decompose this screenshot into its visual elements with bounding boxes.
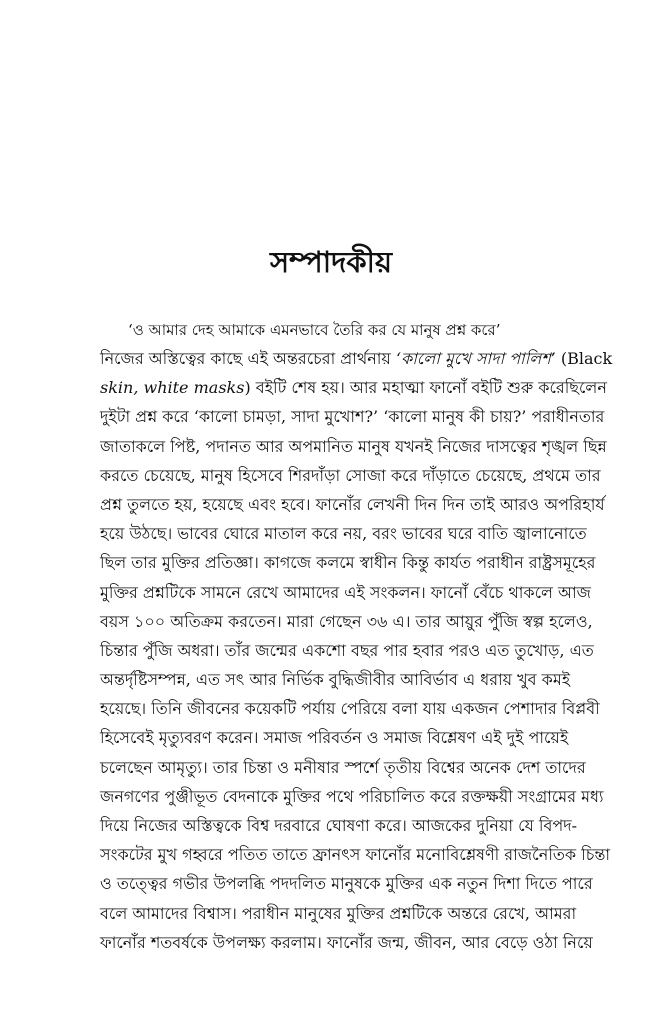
text-line — [100, 753, 586, 782]
text-line — [100, 723, 569, 752]
body-paragraph — [100, 344, 613, 957]
text-run: মুক্তির প্রশ্নটিকে সামনে রেখে আমাদের এই সংকলন। ফানোঁ বেঁচে থাকলে আজ — [100, 582, 591, 602]
text-run: হিসেবেই মৃত্যুবরণ করেন। সমাজ পরিবর্তন ও সমাজ বিশ্লেষণ এই দুই পায়েই — [100, 728, 569, 748]
text-run: দিয়ে নিজের অস্তিত্বকে বিশ্ব দরবারে ঘোষণা করে। আজকের দুনিয়া যে বিপদ- — [100, 816, 578, 835]
page-title: সম্পাদকীয় — [269, 245, 393, 279]
text-line — [100, 344, 613, 373]
text-line — [100, 899, 577, 928]
text-run: বয়স ১০০ অতিক্রম করতেন। মারা গেছেন ৩৬ এ। তার আয়ুর পুঁজি স্বল্প হলেও, — [100, 611, 593, 631]
text-line — [100, 869, 593, 898]
text-line — [100, 811, 578, 840]
text-run: দুইটা প্রশ্ন করে ‘কালো চামড়া, সাদা মুখোশ?’ ‘কালো মানুষ কী চায়?’ পরাধীনতার — [100, 407, 605, 427]
text-line — [100, 928, 593, 957]
text-run: করতে চেয়েছে, মানুষ হিসেবে শিরদাঁড়া সোজা করে দাঁড়াতে চেয়েছে, প্রথমে তার — [100, 465, 601, 485]
text-run: ছিল তার মুক্তির প্রতিজ্ঞা। কাগজে কলমে স্বাধীন কিন্তু কার্যত পরাধীন রাষ্ট্রসমূহের — [100, 553, 596, 573]
text-run: জনগণের পুঞ্জীভূত বেদনাকে মুক্তির পথে পরিচালিত করে রক্তক্ষয়ী সংগ্রামের মধ্য — [100, 786, 604, 806]
text-run: নিজের অস্তিত্বের কাছে এই অন্তরচেরা প্রার্থনায় — [100, 349, 396, 368]
text-line — [100, 373, 607, 402]
text-run: প্রশ্ন তুলতে হয়, হয়েছে এবং হবে। ফানোঁর লেখনী দিন দিন তাই আরও অপরিহার্য — [100, 494, 605, 514]
italic-text: ‘কালো মুখে সাদা পালিশ’ — [395, 349, 556, 368]
text-line — [100, 607, 593, 636]
text-run: হয়েছে। তিনি জীবনের কয়েকটি পর্যায় পেরিয়ে বলা যায় একজন পেশাদার বিপ্লবী — [100, 699, 600, 719]
text-line — [100, 578, 591, 607]
text-run: চিন্তার পুঁজি অধরা। তাঁর জন্মের একশো বছর পার হবার পরও এত তুখোড়, এত — [100, 640, 594, 660]
text-run: জাতাকলে পিষ্ট, পদানত আর অপমানিত মানুষ যখনই নিজের দাসত্বের শৃঙ্খল ছিন্ন — [100, 436, 607, 456]
text-line — [100, 665, 571, 694]
text-line — [100, 782, 604, 811]
text-run: হয়ে উঠছে। ভাবের ঘোরে মাতাল করে নয়, বরং ভাবের ঘরে বাতি জ্বালানোতে — [100, 524, 587, 544]
text-run: ) বইটি শেষ হয়। আর মহাত্মা ফানোঁ বইটি শুরু করেছিলেন — [244, 378, 607, 398]
text-line — [100, 402, 605, 431]
text-line — [100, 636, 594, 665]
text-line — [100, 694, 600, 723]
text-run: চলেছেন আমৃত্যু। তার চিন্তা ও মনীষার স্পর্শে তৃতীয় বিশ্বের অনেক দেশ তাদের — [100, 757, 586, 777]
italic-text: skin, white masks — [100, 378, 245, 398]
text-line — [100, 840, 611, 869]
epigraph-quote: ‘ও আমার দেহ আমাকে এমনভাবে তৈরি কর যে মানুষ প্রশ্ন করে’ — [128, 321, 501, 339]
text-run: ও তত্ত্বের গভীর উপলব্ধি পদদলিত মানুষকে মুক্তির এক নতুন দিশা দিতে পারে — [100, 874, 593, 894]
text-run: (Black — [555, 349, 613, 368]
text-line — [100, 490, 605, 519]
text-line — [100, 432, 607, 461]
text-line — [100, 548, 596, 577]
text-line — [100, 519, 587, 548]
text-run: সংকটের মুখ গহ্বরে পতিত তাতে ফ্রানৎস ফানোঁর মনোবিশ্লেষণী রাজনৈতিক চিন্তা — [100, 845, 611, 865]
text-run: ফানোঁর শতবর্ষকে উপলক্ষ্য করলাম। ফানোঁর জন্ম, জীবন, আর বেড়ে ওঠা নিয়ে — [100, 932, 593, 952]
text-line — [100, 461, 601, 490]
text-run: বলে আমাদের বিশ্বাস। পরাধীন মানুষের মুক্তির প্রশ্নটিকে অন্তরে রেখে, আমরা — [100, 903, 577, 923]
text-run: অন্তর্দৃষ্টিসম্পন্ন, এত সৎ আর নির্ভিক বুদ্ধিজীবীর আবির্ভাব এ ধরায় খুব কমই — [100, 670, 571, 690]
